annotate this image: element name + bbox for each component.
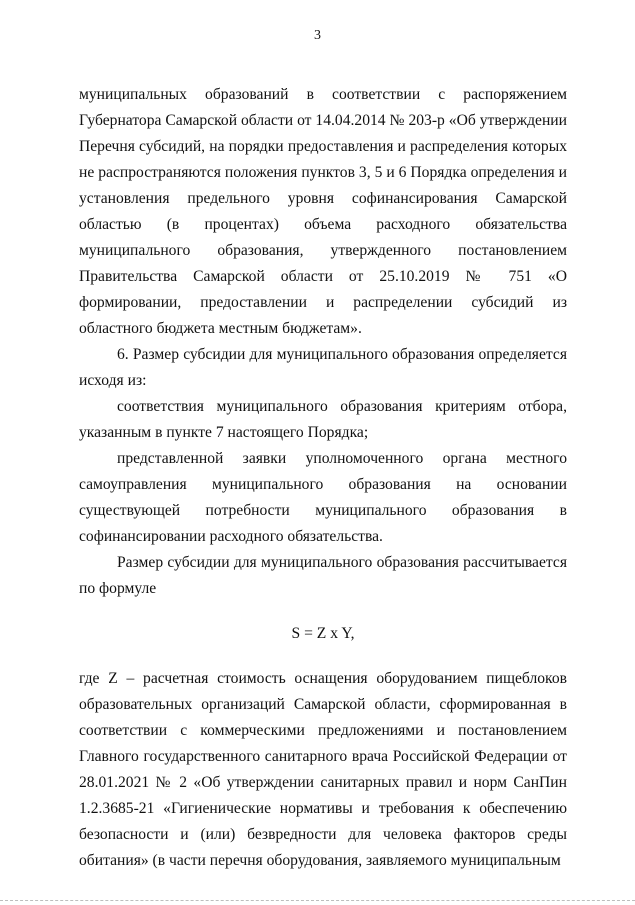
formula: S = Z x Y, xyxy=(291,625,355,642)
document-body xyxy=(79,82,567,874)
page-number: 3 xyxy=(314,28,321,43)
paragraph-formula-explanation: где Z – расчетная стоимость оснащения оборудованием пищеблоков образовательных организаций Самарской области, сформированная в соответствии с коммерческими предложениями и постановлением Главного государственного санитарного врача Российской Федерации от 28.01.2021 № 2 «Об утверждении санитарных правил и норм СанПин 1.2.3685-21 «Гигиенические нормативы и требования к обеспечению безопасности и (или) безвредности для человека факторов среды обитания» (в части перечня оборудования, заявляемого муниципальным xyxy=(79,670,567,869)
paragraph-application: представленной заявки уполномоченного органа местного самоуправления муниципального образования на основании существующей потребности муниципального образования в софинансировании расходного обязательства. xyxy=(79,450,567,545)
paragraph-continuation: муниципальных образований в соответствии с распоряжением Губернатора Самарской области от 14.04.2014 № 203-р «Об утверждении Перечня субсидий, на порядки предоставления и распределения которых не распространяются положения пунктов 3, 5 и 6 Порядка определения и установления предельного уровня софинансирования Самарской областью (в процентах) объема расходного обязательства муниципального образования, утвержденного постановлением Правительства Самарской области от 25.10.2019 № 751 «О формировании, предоставлении и распределении субсидий из областного бюджета местным бюджетам». xyxy=(79,86,567,337)
page-edge-line xyxy=(0,900,635,901)
paragraph-criteria: соответствия муниципального образования критериям отбора, указанным в пункте 7 настоящего Порядка; xyxy=(79,398,567,441)
paragraph-item-6: 6. Размер субсидии для муниципального образования определяется исходя из: xyxy=(79,346,567,389)
paragraph-formula-intro: Размер субсидии для муниципального образования рассчитывается по формуле xyxy=(79,554,567,597)
